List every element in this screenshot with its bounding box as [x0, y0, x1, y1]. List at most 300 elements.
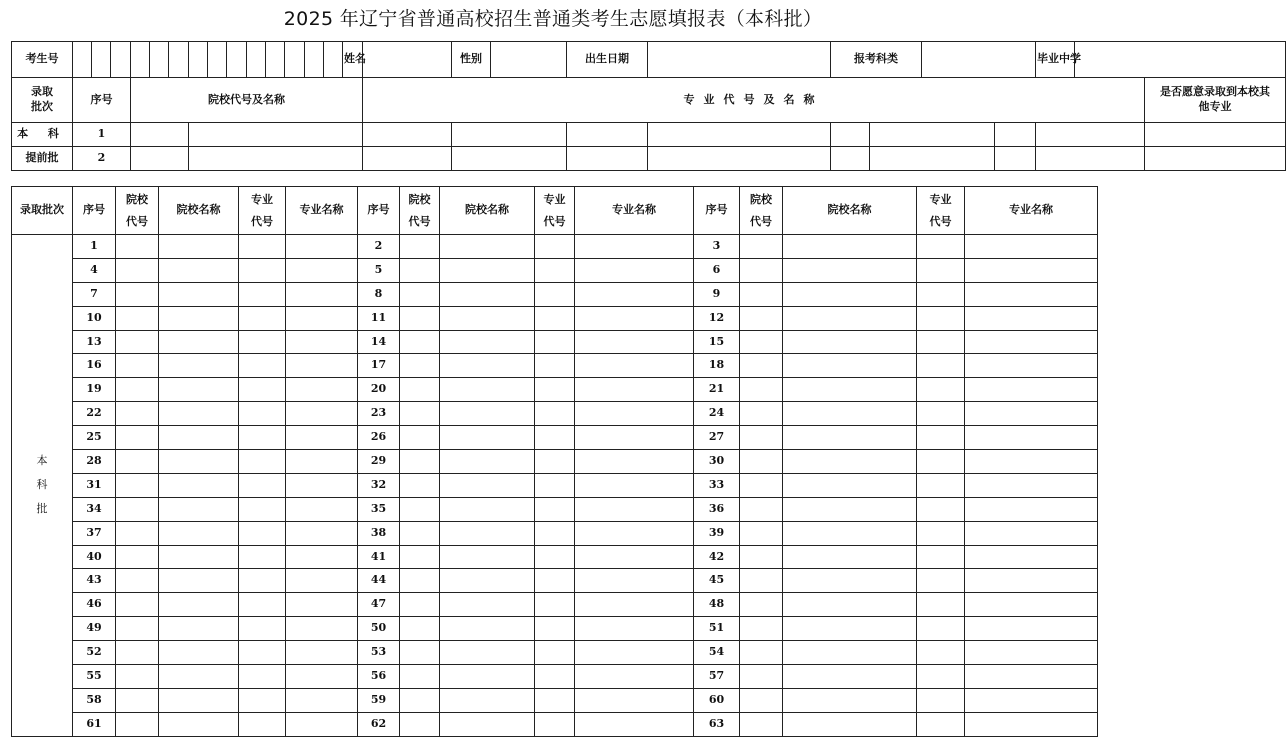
major-name-field[interactable]: [575, 545, 694, 569]
college-name-field[interactable]: [783, 330, 917, 354]
college-code-field[interactable]: [131, 147, 189, 171]
college-code-field[interactable]: [740, 569, 783, 593]
college-name-field[interactable]: [783, 282, 917, 306]
college-code-field[interactable]: [116, 235, 159, 259]
major-name-field[interactable]: [965, 378, 1098, 402]
major-code-field[interactable]: [239, 665, 286, 689]
gender-field[interactable]: [491, 42, 567, 78]
major-name-field[interactable]: [965, 497, 1098, 521]
college-code-field[interactable]: [400, 426, 440, 450]
college-code-field[interactable]: [116, 569, 159, 593]
major-name-field[interactable]: [965, 712, 1098, 736]
major-name-field[interactable]: [286, 497, 358, 521]
major-name-field[interactable]: [575, 330, 694, 354]
major-code-field[interactable]: [535, 378, 575, 402]
college-code-field[interactable]: [116, 450, 159, 474]
college-name-field[interactable]: [440, 330, 535, 354]
college-code-field[interactable]: [116, 712, 159, 736]
college-code-field[interactable]: [740, 688, 783, 712]
college-name-field[interactable]: [440, 354, 535, 378]
major-code-field[interactable]: [831, 123, 870, 147]
major-code-field[interactable]: [239, 450, 286, 474]
major-code-field[interactable]: [239, 306, 286, 330]
exam-no-digit[interactable]: [111, 42, 131, 78]
major-name-header: 专业名称: [575, 187, 694, 235]
major-code-field[interactable]: [239, 617, 286, 641]
major-name-field[interactable]: [1036, 147, 1145, 171]
major-name-field[interactable]: [286, 450, 358, 474]
major-name-field[interactable]: [575, 665, 694, 689]
major-name-field[interactable]: [965, 641, 1098, 665]
major-code-field[interactable]: [917, 497, 965, 521]
college-name-field[interactable]: [159, 258, 239, 282]
college-code-field[interactable]: [400, 235, 440, 259]
major-name-field[interactable]: [286, 688, 358, 712]
major-code-field[interactable]: [239, 402, 286, 426]
college-name-field[interactable]: [159, 665, 239, 689]
major-name-field[interactable]: [286, 473, 358, 497]
major-code-field[interactable]: [239, 330, 286, 354]
college-name-field[interactable]: [783, 402, 917, 426]
major-name-field[interactable]: [965, 450, 1098, 474]
college-code-field[interactable]: [116, 330, 159, 354]
major-code-field[interactable]: [239, 641, 286, 665]
major-code-field[interactable]: [535, 688, 575, 712]
college-code-field[interactable]: [400, 354, 440, 378]
college-name-field[interactable]: [159, 521, 239, 545]
college-name-field[interactable]: [783, 593, 917, 617]
college-name-field[interactable]: [440, 473, 535, 497]
college-name-field[interactable]: [783, 712, 917, 736]
major-code-field[interactable]: [917, 569, 965, 593]
major-name-field[interactable]: [286, 569, 358, 593]
major-name-field[interactable]: [965, 593, 1098, 617]
college-code-field[interactable]: [400, 665, 440, 689]
major-code-field[interactable]: [535, 426, 575, 450]
college-name-field[interactable]: [783, 665, 917, 689]
college-code-field[interactable]: [740, 235, 783, 259]
college-code-field[interactable]: [400, 258, 440, 282]
major-code-field[interactable]: [535, 712, 575, 736]
college-code-field[interactable]: [740, 521, 783, 545]
major-name-field[interactable]: [286, 258, 358, 282]
college-name-field[interactable]: [159, 306, 239, 330]
subject-category-field[interactable]: [922, 42, 1036, 78]
college-code-field[interactable]: [740, 545, 783, 569]
major-name-field[interactable]: [286, 426, 358, 450]
college-code-field[interactable]: [400, 641, 440, 665]
major-code-field[interactable]: [535, 521, 575, 545]
major-name-field[interactable]: [965, 473, 1098, 497]
college-code-field[interactable]: [740, 402, 783, 426]
major-code-field[interactable]: [917, 473, 965, 497]
college-code-field[interactable]: [740, 378, 783, 402]
college-name-field[interactable]: [159, 330, 239, 354]
major-code-field[interactable]: [535, 258, 575, 282]
major-name-field[interactable]: [965, 258, 1098, 282]
college-name-field[interactable]: [440, 258, 535, 282]
major-name-field[interactable]: [965, 617, 1098, 641]
college-name-field[interactable]: [440, 521, 535, 545]
major-code-field[interactable]: [239, 712, 286, 736]
college-name-field[interactable]: [159, 617, 239, 641]
college-code-field[interactable]: [116, 282, 159, 306]
major-name-field[interactable]: [286, 330, 358, 354]
major-code-field[interactable]: [917, 258, 965, 282]
exam-no-digit[interactable]: [247, 42, 266, 78]
major-name-field[interactable]: [286, 235, 358, 259]
major-code-field[interactable]: [917, 641, 965, 665]
major-code-field[interactable]: [239, 569, 286, 593]
major-name-field[interactable]: [286, 378, 358, 402]
college-name-field[interactable]: [159, 235, 239, 259]
college-name-field[interactable]: [440, 545, 535, 569]
major-name-field[interactable]: [286, 521, 358, 545]
major-code-field[interactable]: [535, 617, 575, 641]
college-code-field[interactable]: [400, 450, 440, 474]
college-name-field[interactable]: [783, 617, 917, 641]
college-code-field[interactable]: [116, 497, 159, 521]
college-code-field[interactable]: [740, 641, 783, 665]
major-code-field[interactable]: [239, 545, 286, 569]
major-code-field[interactable]: [917, 521, 965, 545]
college-code-field[interactable]: [116, 426, 159, 450]
major-name-field[interactable]: [286, 306, 358, 330]
major-code-field[interactable]: [535, 665, 575, 689]
major-code-field[interactable]: [535, 354, 575, 378]
college-name-field[interactable]: [783, 450, 917, 474]
choice-seq: 41: [358, 545, 400, 569]
major-name-field[interactable]: [575, 521, 694, 545]
major-name-field[interactable]: [965, 569, 1098, 593]
college-name-field[interactable]: [159, 688, 239, 712]
major-code-field[interactable]: [917, 354, 965, 378]
major-code-field[interactable]: [239, 354, 286, 378]
major-code-field[interactable]: [917, 450, 965, 474]
major-code-field[interactable]: [535, 641, 575, 665]
college-code-field[interactable]: [400, 497, 440, 521]
college-name-field[interactable]: [783, 521, 917, 545]
college-code-field[interactable]: [740, 354, 783, 378]
exam-no-digit[interactable]: [131, 42, 150, 78]
major-name-field[interactable]: [286, 593, 358, 617]
college-code-field[interactable]: [400, 569, 440, 593]
major-code-field[interactable]: [917, 688, 965, 712]
major-code-field[interactable]: [535, 306, 575, 330]
college-code-field[interactable]: [116, 378, 159, 402]
major-name-field[interactable]: [965, 426, 1098, 450]
major-code-field[interactable]: [535, 473, 575, 497]
major-code-field[interactable]: [917, 426, 965, 450]
college-name-field[interactable]: [783, 378, 917, 402]
major-name-field[interactable]: [575, 593, 694, 617]
college-code-field[interactable]: [400, 688, 440, 712]
major-code-field[interactable]: [239, 593, 286, 617]
college-name-field[interactable]: [440, 569, 535, 593]
major-code-field[interactable]: [917, 593, 965, 617]
major-name-field[interactable]: [965, 688, 1098, 712]
major-code-field[interactable]: [567, 123, 648, 147]
major-name-field[interactable]: [575, 426, 694, 450]
major-name-field[interactable]: [286, 402, 358, 426]
college-name-field[interactable]: [440, 593, 535, 617]
college-code-field[interactable]: [740, 258, 783, 282]
college-name-field[interactable]: [783, 641, 917, 665]
college-name-field[interactable]: [159, 426, 239, 450]
college-code-field[interactable]: [400, 473, 440, 497]
major-code-field[interactable]: [995, 123, 1036, 147]
major-name-field[interactable]: [965, 235, 1098, 259]
major-name-field[interactable]: [575, 378, 694, 402]
major-code-field[interactable]: [363, 123, 452, 147]
college-code-field[interactable]: [740, 665, 783, 689]
batch-row: [12, 282, 1098, 306]
major-name-field[interactable]: [870, 147, 995, 171]
major-code-field[interactable]: [917, 712, 965, 736]
major-name-field[interactable]: [575, 617, 694, 641]
exam-no-digit[interactable]: [169, 42, 189, 78]
college-name-field[interactable]: [440, 497, 535, 521]
college-name-field[interactable]: [159, 450, 239, 474]
college-name-field[interactable]: [783, 235, 917, 259]
college-name-field[interactable]: [783, 688, 917, 712]
major-name-field[interactable]: [965, 402, 1098, 426]
college-code-field[interactable]: [116, 306, 159, 330]
major-code-field[interactable]: [535, 545, 575, 569]
college-name-field[interactable]: [159, 354, 239, 378]
major-name-field[interactable]: [575, 497, 694, 521]
exam-no-digit[interactable]: [227, 42, 247, 78]
college-name-field[interactable]: [159, 378, 239, 402]
college-code-field[interactable]: [400, 402, 440, 426]
college-code-field[interactable]: [740, 282, 783, 306]
college-code-field[interactable]: [116, 641, 159, 665]
college-name-field[interactable]: [783, 258, 917, 282]
exam-no-digit[interactable]: [208, 42, 227, 78]
major-code-field[interactable]: [567, 147, 648, 171]
adjust-field[interactable]: [1145, 123, 1286, 147]
college-name-field[interactable]: [783, 473, 917, 497]
name-field[interactable]: [363, 42, 452, 78]
major-name-field[interactable]: [575, 235, 694, 259]
major-code-field[interactable]: [535, 593, 575, 617]
major-code-field[interactable]: [535, 402, 575, 426]
major-name-field[interactable]: [575, 282, 694, 306]
college-code-header: 院校代号: [400, 187, 440, 235]
college-name-field[interactable]: [440, 665, 535, 689]
college-code-field[interactable]: [740, 617, 783, 641]
college-code-field[interactable]: [740, 593, 783, 617]
college-code-field[interactable]: [116, 593, 159, 617]
major-code-field[interactable]: [239, 688, 286, 712]
major-code-field[interactable]: [917, 617, 965, 641]
major-name-field[interactable]: [286, 617, 358, 641]
major-code-field[interactable]: [363, 147, 452, 171]
major-code-field[interactable]: [831, 147, 870, 171]
major-name-field[interactable]: [965, 545, 1098, 569]
major-name-header: 专业名称: [286, 187, 358, 235]
college-name-field[interactable]: [159, 545, 239, 569]
major-code-field[interactable]: [239, 521, 286, 545]
exam-no-digit[interactable]: [189, 42, 208, 78]
exam-no-digit[interactable]: [73, 42, 92, 78]
college-code-field[interactable]: [116, 545, 159, 569]
major-code-field[interactable]: [239, 497, 286, 521]
exam-no-digit[interactable]: [266, 42, 285, 78]
college-name-field[interactable]: [783, 569, 917, 593]
exam-no-digit[interactable]: [92, 42, 111, 78]
major-code-field[interactable]: [917, 306, 965, 330]
college-name-field[interactable]: [440, 617, 535, 641]
college-code-field[interactable]: [131, 123, 189, 147]
major-name-field[interactable]: [648, 147, 831, 171]
major-code-field[interactable]: [917, 282, 965, 306]
advance-batch-label: 录取批次: [12, 78, 73, 123]
college-code-field[interactable]: [116, 354, 159, 378]
college-name-field[interactable]: [440, 450, 535, 474]
major-code-field[interactable]: [917, 235, 965, 259]
major-name-field[interactable]: [870, 123, 995, 147]
college-code-field[interactable]: [116, 473, 159, 497]
college-code-field[interactable]: [740, 497, 783, 521]
major-code-field[interactable]: [239, 258, 286, 282]
major-code-field[interactable]: [917, 545, 965, 569]
college-name-field[interactable]: [440, 712, 535, 736]
college-name-field[interactable]: [159, 282, 239, 306]
major-name-field[interactable]: [575, 712, 694, 736]
college-code-field[interactable]: [740, 712, 783, 736]
major-code-field[interactable]: [917, 330, 965, 354]
college-name-field[interactable]: [159, 402, 239, 426]
major-name-field[interactable]: [286, 712, 358, 736]
college-name-field[interactable]: [159, 497, 239, 521]
major-name-field[interactable]: [965, 306, 1098, 330]
major-name-field[interactable]: [286, 354, 358, 378]
college-name-field[interactable]: [783, 497, 917, 521]
exam-no-digit[interactable]: [285, 42, 305, 78]
major-code-field[interactable]: [535, 235, 575, 259]
college-code-field[interactable]: [740, 330, 783, 354]
college-code-field[interactable]: [740, 426, 783, 450]
major-code-field[interactable]: [239, 282, 286, 306]
major-code-field[interactable]: [239, 378, 286, 402]
major-code-field[interactable]: [239, 473, 286, 497]
college-code-field[interactable]: [740, 306, 783, 330]
major-code-field[interactable]: [535, 497, 575, 521]
major-name-field[interactable]: [286, 665, 358, 689]
college-name-field[interactable]: [440, 426, 535, 450]
major-name-field[interactable]: [575, 569, 694, 593]
major-name-field[interactable]: [286, 282, 358, 306]
major-name-field[interactable]: [648, 123, 831, 147]
college-code-field[interactable]: [400, 712, 440, 736]
major-code-field[interactable]: [535, 330, 575, 354]
college-name-field[interactable]: [440, 378, 535, 402]
college-code-field[interactable]: [116, 665, 159, 689]
exam-no-digit[interactable]: [324, 42, 343, 78]
college-code-field[interactable]: [116, 258, 159, 282]
college-name-field[interactable]: [440, 306, 535, 330]
college-code-field[interactable]: [116, 688, 159, 712]
major-name-field[interactable]: [286, 641, 358, 665]
college-name-field[interactable]: [440, 641, 535, 665]
exam-no-digit[interactable]: [305, 42, 324, 78]
college-name-field[interactable]: [159, 641, 239, 665]
major-code-field[interactable]: [995, 147, 1036, 171]
major-name-field[interactable]: [452, 123, 567, 147]
college-name-field[interactable]: [159, 593, 239, 617]
major-name-field[interactable]: [965, 521, 1098, 545]
exam-no-digit[interactable]: [150, 42, 169, 78]
major-name-field[interactable]: [575, 306, 694, 330]
college-name-field[interactable]: [440, 402, 535, 426]
college-name-field[interactable]: [440, 282, 535, 306]
college-code-field[interactable]: [400, 282, 440, 306]
adjust-field[interactable]: [1145, 147, 1286, 171]
college-code-field[interactable]: [400, 617, 440, 641]
major-name-field[interactable]: [575, 450, 694, 474]
major-code-field[interactable]: [535, 569, 575, 593]
college-code-field[interactable]: [740, 450, 783, 474]
college-code-field[interactable]: [400, 306, 440, 330]
major-code-field[interactable]: [917, 402, 965, 426]
major-name-field[interactable]: [575, 473, 694, 497]
major-code-field[interactable]: [535, 450, 575, 474]
batch-row: [12, 306, 1098, 330]
college-code-field[interactable]: [400, 593, 440, 617]
college-name-field[interactable]: [783, 545, 917, 569]
major-name-field[interactable]: [575, 354, 694, 378]
major-code-field[interactable]: [239, 426, 286, 450]
major-name-field[interactable]: [286, 545, 358, 569]
major-name-field[interactable]: [452, 147, 567, 171]
college-code-field[interactable]: [116, 617, 159, 641]
college-code-field[interactable]: [740, 473, 783, 497]
major-name-field[interactable]: [965, 354, 1098, 378]
college-code-field[interactable]: [400, 521, 440, 545]
college-name-field[interactable]: [159, 712, 239, 736]
college-code-field[interactable]: [400, 545, 440, 569]
graduated-school-field[interactable]: [1075, 42, 1286, 78]
major-name-field[interactable]: [965, 282, 1098, 306]
major-code-field[interactable]: [535, 282, 575, 306]
major-code-field[interactable]: [917, 665, 965, 689]
major-code-field[interactable]: [917, 378, 965, 402]
college-name-field[interactable]: [440, 688, 535, 712]
major-name-field[interactable]: [965, 330, 1098, 354]
college-name-field[interactable]: [783, 426, 917, 450]
major-name-field[interactable]: [575, 258, 694, 282]
major-name-field[interactable]: [575, 688, 694, 712]
college-code-field[interactable]: [400, 330, 440, 354]
college-name-field[interactable]: [159, 473, 239, 497]
major-name-field[interactable]: [965, 665, 1098, 689]
major-code-field[interactable]: [239, 235, 286, 259]
college-code-field[interactable]: [116, 521, 159, 545]
college-code-field[interactable]: [400, 378, 440, 402]
college-code-field[interactable]: [116, 402, 159, 426]
college-name-field[interactable]: [189, 123, 363, 147]
college-name-field[interactable]: [440, 235, 535, 259]
birth-date-field[interactable]: [648, 42, 831, 78]
major-name-field[interactable]: [1036, 123, 1145, 147]
major-name-field[interactable]: [575, 641, 694, 665]
college-name-field[interactable]: [783, 306, 917, 330]
college-name-field[interactable]: [783, 354, 917, 378]
major-name-field[interactable]: [575, 402, 694, 426]
college-name-field[interactable]: [159, 569, 239, 593]
college-name-field[interactable]: [189, 147, 363, 171]
